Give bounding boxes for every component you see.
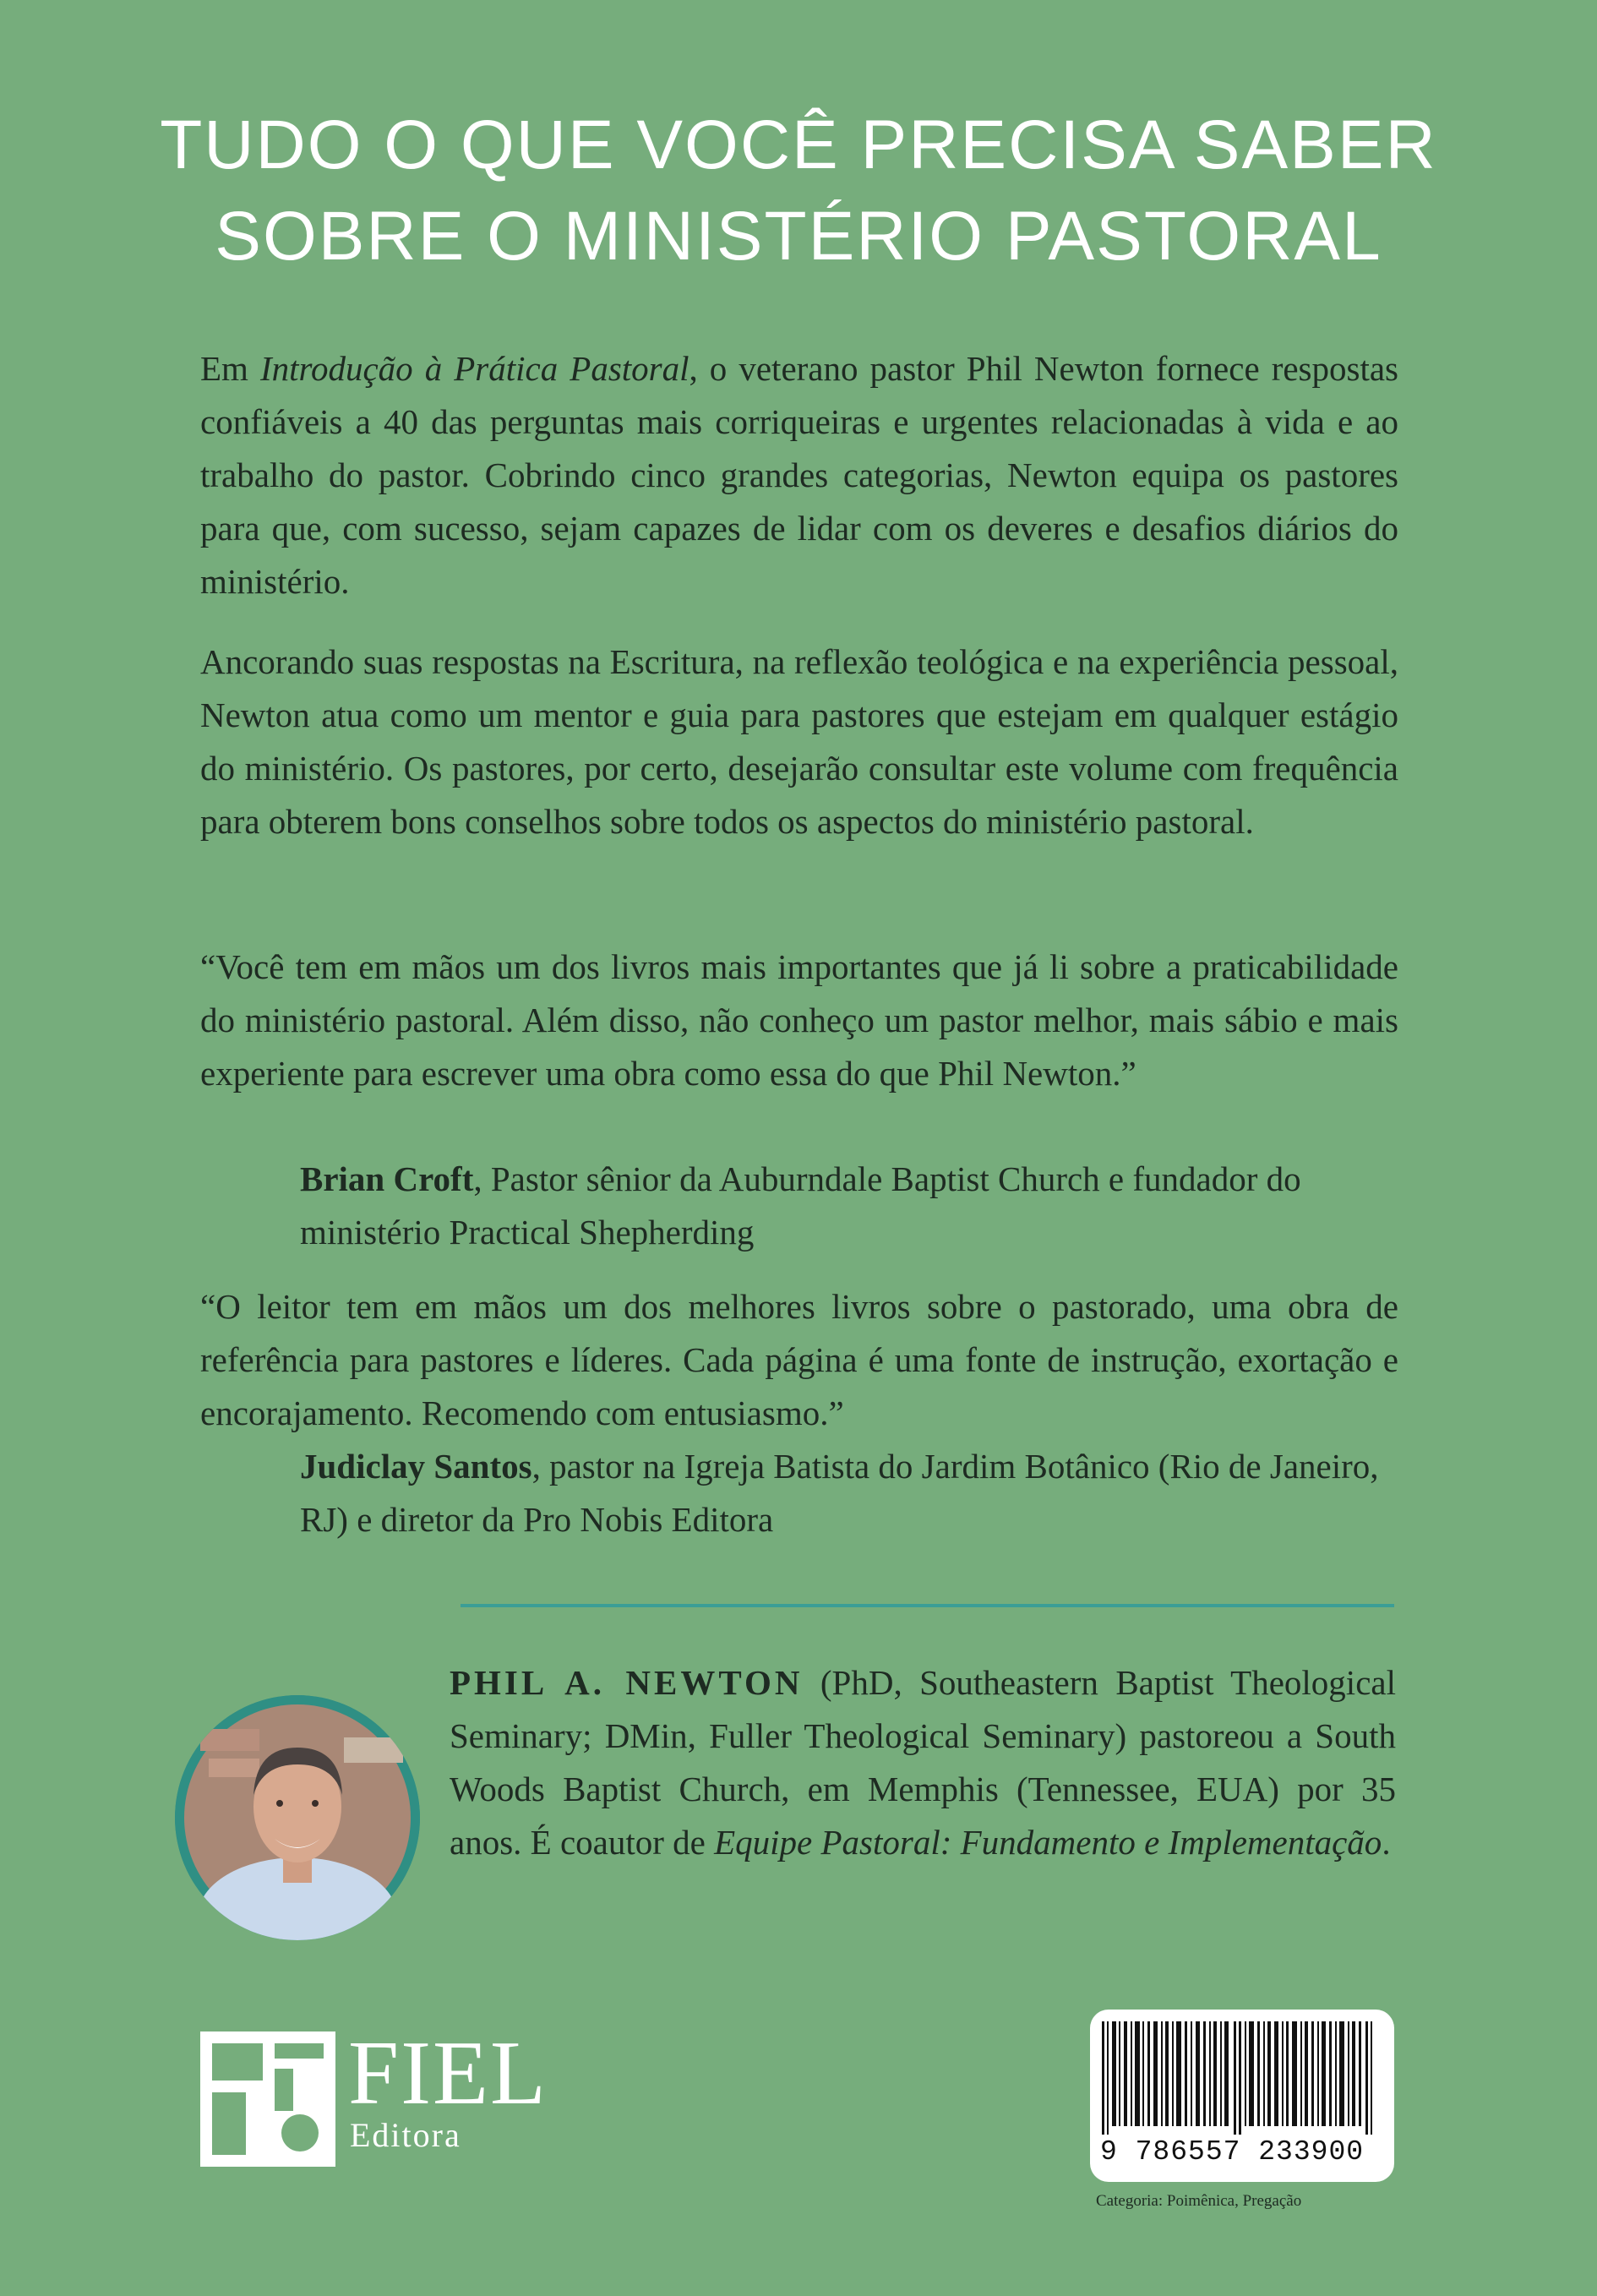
quote-text: “O leitor tem em mãos um dos melhores livros sobre o pastorado, uma obra de referência para pastores e líderes. Cada página é uma fonte de instrução, exortação e encorajamento. Recomendo com entusiasmo.”	[200, 1287, 1398, 1432]
description-paragraph-1	[200, 342, 1398, 608]
fiel-logo-icon	[200, 2031, 335, 2167]
headline	[0, 100, 1597, 282]
author-photo	[175, 1695, 420, 1940]
publisher-subtitle: Editora	[350, 2116, 461, 2154]
endorsement-quote-2	[200, 1280, 1398, 1440]
section-divider	[461, 1604, 1394, 1607]
barcode-icon	[1100, 2021, 1384, 2135]
book-title: Introdução à Prática Pastoral	[259, 349, 689, 388]
endorser-name: Brian Croft	[300, 1159, 474, 1198]
desc-body: , o veterano pastor Phil Newton fornece respostas confiáveis a 40 das perguntas mais corriqueiras e urgentes relacionadas à vida e ao trabalho do pastor. Cobrindo cinco grandes categorias, Newton equipa os pastores para que, com sucesso, sejam capazes de lidar com os deveres e desafios diários do ministério.	[200, 349, 1398, 601]
desc-intro: Em	[200, 349, 260, 388]
headline-line-2: SOBRE O MINISTÉRIO PASTORAL	[215, 198, 1382, 275]
category-label: Categoria: Poimênica, Pregação	[1096, 2192, 1302, 2210]
desc-body-2: Ancorando suas respostas na Escritura, na reflexão teológica e na experiência pessoal, Newton atua como um mentor e guia para pastores que estejam em qualquer estágio do ministério. Os pastores, por certo, desejarão consultar este volume com frequência para obterem bons conselhos sobre todos os aspectos do ministério pastoral.	[200, 642, 1398, 841]
author-bio-text: (PhD, Southeastern Baptist Theological Seminary; DMin, Fuller Theological Seminary) pastoreou a South Woods Baptist Church, em Memphis (Tennessee, EUA) por 35 anos. É coautor de	[450, 1663, 1396, 1862]
author-bio	[450, 1656, 1396, 1869]
endorser-role: , Pastor sênior da Auburndale Baptist Church e fundador do ministério Practical Shepherding	[300, 1159, 1301, 1252]
author-coauthored-book: Equipe Pastoral: Fundamento e Implementação	[714, 1823, 1382, 1862]
description-paragraph-2	[200, 635, 1398, 848]
endorsement-quote-1	[200, 941, 1398, 1100]
author-name: PHIL A. NEWTON	[450, 1663, 804, 1702]
endorsement-attribution-2	[300, 1440, 1398, 1546]
endorsement-attribution-1	[300, 1153, 1398, 1259]
isbn-number: 9 786557 233900	[1100, 2136, 1365, 2168]
endorser-name: Judiclay Santos	[300, 1447, 532, 1486]
author-bio-end: .	[1382, 1823, 1391, 1862]
isbn-barcode	[1090, 2010, 1394, 2182]
publisher-name: FIEL	[348, 2023, 548, 2124]
quote-text: “Você tem em mãos um dos livros mais importantes que já li sobre a praticabilidade do ministério pastoral. Além disso, não conheço um pastor melhor, mais sábio e mais experiente para escrever uma obra como essa do que Phil Newton.”	[200, 947, 1398, 1093]
headline-line-1: TUDO O QUE VOCÊ PRECISA SABER	[160, 106, 1437, 183]
endorser-role: , pastor na Igreja Batista do Jardim Botânico (Rio de Janeiro, RJ) e diretor da Pro Nobis Editora	[300, 1447, 1379, 1539]
